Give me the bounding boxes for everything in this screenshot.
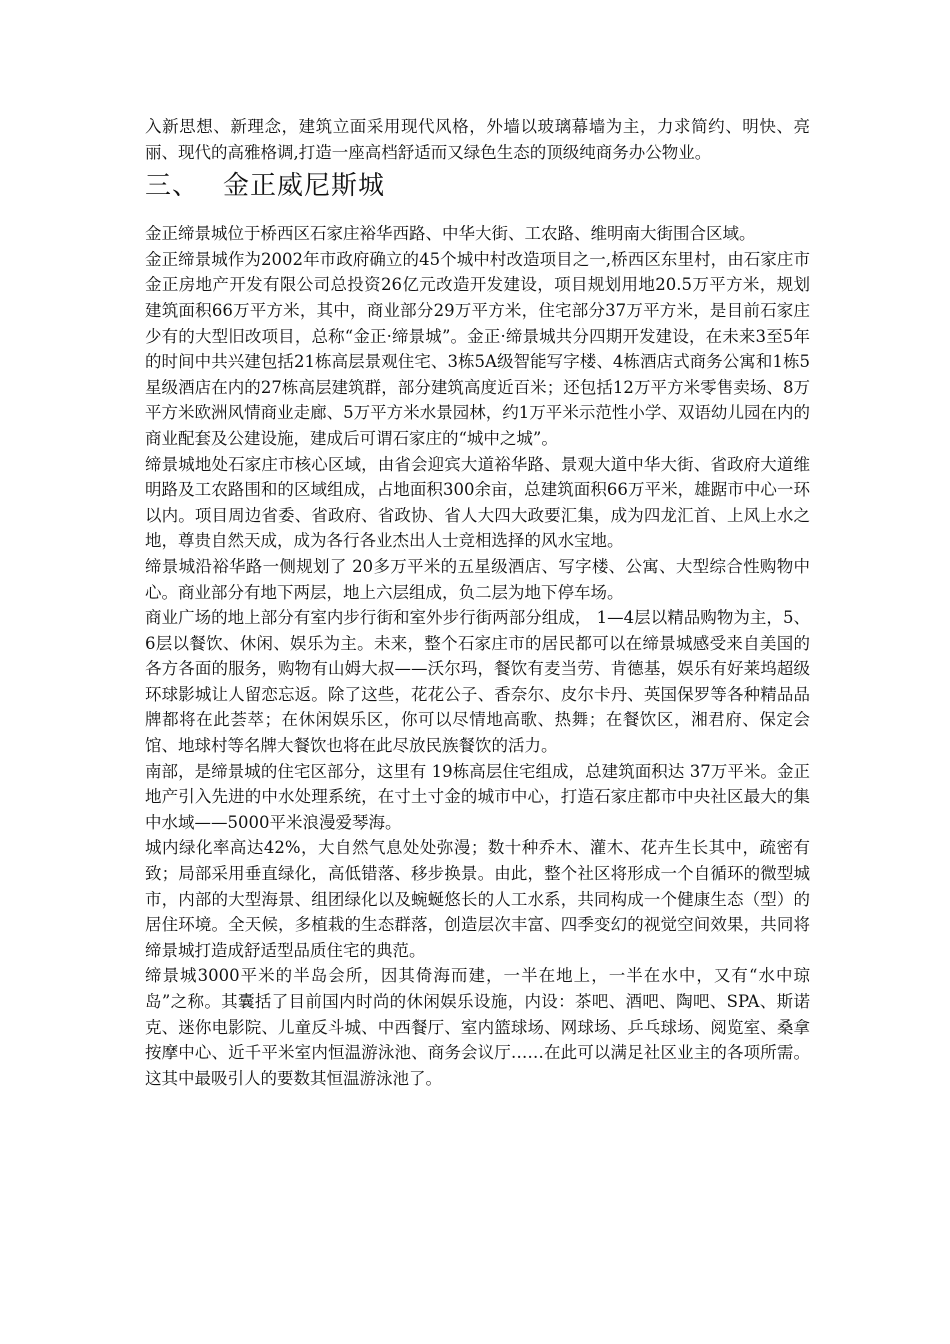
paragraph-commercial-plan: 缔景城沿裕华路一侧规划了 20多万平米的五星级酒店、写字楼、公寓、大型综合性购物中心。商业部分有地下两层，地上六层组成，负二层为地下停车场。 <box>145 556 810 602</box>
document-body <box>145 114 810 1091</box>
paragraph-location: 金正缔景城位于桥西区石家庄裕华西路、中华大街、工农路、维明南大街围合区域。 <box>145 224 756 244</box>
paragraph-residential: 南部，是缔景城的住宅区部分，这里有 19栋高层住宅组成，总建筑面积达 37万平米。金正地产引入先进的中水处理系统，在寸土寸金的城市中心，打造石家庄都市中央社区最大的集中水域——5000平米浪漫爱琴海。 <box>145 761 810 832</box>
paragraph-greening: 城内绿化率高达42%，大自然气息处处弥漫；数十种乔木、灌木、花卉生长其中，疏密有致；局部采用垂直绿化，高低错落、移步换景。由此，整个社区将形成一个自循环的微型城市，内部的大型海景、组团绿化以及蜿蜒悠长的人工水系，共同构成一个健康生态（型）的居住环境。全天候，多植栽的生态群落，创造层次丰富、四季变幻的视觉空间效果，共同将缔景城打造成舒适型品质住宅的典范。 <box>145 838 810 960</box>
section-number: 三、 <box>145 171 200 202</box>
paragraph-project-overview: 金正缔景城作为2002年市政府确立的45个城中村改造项目之一,桥西区东里村，由石家庄市金正房地产开发有限公司总投资26亿元改造开发建设，项目规划用地20.5万平方米，规划建筑面积66万平方米，其中，商业部分29万平方米，住宅部分37万平方米，是目前石家庄少有的大型旧改项目，总称“金正·缔景城”。金正·缔景城共分四期开发建设，在未来3至5年的时间中共兴建包括21栋高层景观住宅、3栋5A级智能写字楼、4栋酒店式商务公寓和1栋5星级酒店在内的27栋高层建筑群，部分建筑高度近百米；还包括12万平方米零售卖场、8万平方米欧洲风情商业走廊、5万平方米水景园林，约1万平米示范性小学、双语幼儿园在内的商业配套及公建设施，建成后可谓石家庄的“城中之城”。 <box>145 249 810 448</box>
paragraph-commercial-plaza: 商业广场的地上部分有室内步行街和室外步行街两部分组成， 1—4层以精品购物为主，5、6层以餐饮、休闲、娱乐为主。未来，整个石家庄市的居民都可以在缔景城感受来自美国的各方各面的服务，购物有山姆大叔——沃尔玛，餐饮有麦当劳、肯德基，娱乐有好莱坞超级环球影城让人留恋忘返。除了这些，花花公子、香奈尔、皮尔卡丹、英国保罗等各种精品品牌都将在此荟萃；在休闲娱乐区，你可以尽情地高歌、热舞；在餐饮区，湘君府、保定会馆、地球村等名牌大餐饮也将在此尽放民族餐饮的活力。 <box>145 608 810 756</box>
section-heading <box>145 168 810 204</box>
paragraph-clubhouse: 缔景城3000平米的半岛会所，因其倚海而建，一半在地上，一半在水中，又有“水中琼岛”之称。其囊括了目前国内时尚的休闲娱乐设施，内设：茶吧、酒吧、陶吧、SPA、斯诺克、迷你电影院、儿童反斗城、中西餐厅、室内篮球场、网球场、乒乓球场、阅览室、桑拿按摩中心、近千平米室内恒温游泳池、商务会议厅……在此可以满足社区业主的各项所需。这其中最吸引人的要数其恒温游泳池了。 <box>145 966 810 1088</box>
paragraph-core-area: 缔景城地处石家庄市核心区域，由省会迎宾大道裕华路、景观大道中华大街、省政府大道维明路及工农路围和的区域组成，占地面积300余亩，总建筑面积66万平米，雄踞市中心一环以内。项目周边省委、省政府、省政协、省人大四大政要汇集，成为四龙汇首、上风上水之地，尊贵自然天成，成为各行各业杰出人士竞相选择的风水宝地。 <box>145 454 810 551</box>
intro-paragraph: 入新思想、新理念，建筑立面采用现代风格，外墙以玻璃幕墙为主，力求简约、明快、亮丽、现代的高雅格调,打造一座高档舒适而又绿色生态的顶级纯商务办公物业。 <box>145 117 810 162</box>
section-title: 金正威尼斯城 <box>223 171 386 202</box>
